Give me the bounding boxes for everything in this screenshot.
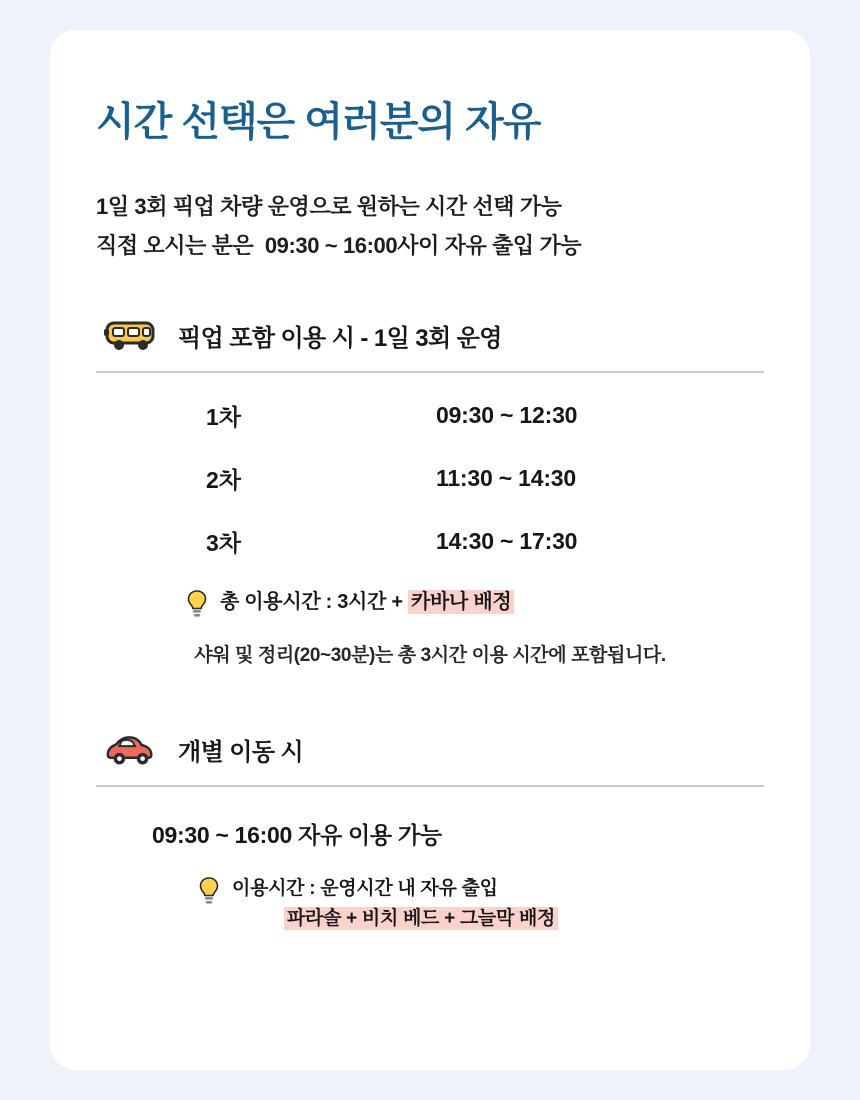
shuttle-bus-icon: [102, 313, 160, 357]
page-title: 시간 선택은 여러분의 자유: [96, 100, 541, 144]
pickup-subnote: 샤워 및 정리(20~30분)는 총 3시간 이용 시간에 포함됩니다.: [194, 645, 666, 666]
lead-line-1: 1일 3회 픽업 차량 운영으로 원하는 시간 선택 가능: [96, 194, 562, 219]
lead-line-2: 직접 오시는 분은 09:30 ~ 16:00사이 자유 출입 가능: [96, 232, 582, 258]
section-pickup-header: [96, 313, 764, 357]
divider: [96, 785, 764, 787]
lead-paragraph: [96, 188, 764, 265]
section-pickup: [96, 313, 764, 667]
pickup-note: [96, 588, 764, 624]
schedule-label: 1차: [206, 404, 242, 430]
section-individual-header: [96, 727, 764, 771]
pickup-schedule-list: [96, 399, 764, 558]
divider: [96, 371, 764, 373]
pickup-note-text: [220, 588, 514, 617]
individual-note-line-2: [232, 904, 558, 934]
individual-note-line-1: 이용시간 : 운영시간 내 자유 출입: [232, 878, 498, 899]
section-pickup-title: 픽업 포함 이용 시 - 1일 3회 운영: [178, 324, 502, 352]
car-icon: [102, 727, 160, 771]
schedule-time: 09:30 ~ 12:30: [436, 402, 578, 428]
individual-note: [96, 874, 764, 935]
lightbulb-icon: [196, 876, 222, 911]
section-individual: [96, 727, 764, 935]
note-highlight: 카바나 배정: [408, 590, 514, 614]
schedule-time: 11:30 ~ 14:30: [436, 465, 576, 491]
list-item: [206, 462, 764, 495]
list-item: [206, 525, 764, 558]
info-card: [50, 30, 810, 1070]
free-use-hours: 09:30 ~ 16:00 자유 이용 가능: [152, 822, 442, 848]
individual-note-lines: [232, 874, 558, 935]
schedule-label: 3차: [206, 530, 242, 556]
schedule-time: 14:30 ~ 17:30: [436, 528, 578, 554]
note-highlight: 파라솔 + 비치 베드 + 그늘막 배정: [284, 907, 558, 930]
lightbulb-icon: [184, 589, 210, 624]
section-individual-title: 개별 이동 시: [178, 738, 304, 766]
schedule-label: 2차: [206, 467, 242, 493]
note-prefix: 총 이용시간 : 3시간 +: [220, 591, 408, 613]
list-item: [206, 399, 764, 432]
